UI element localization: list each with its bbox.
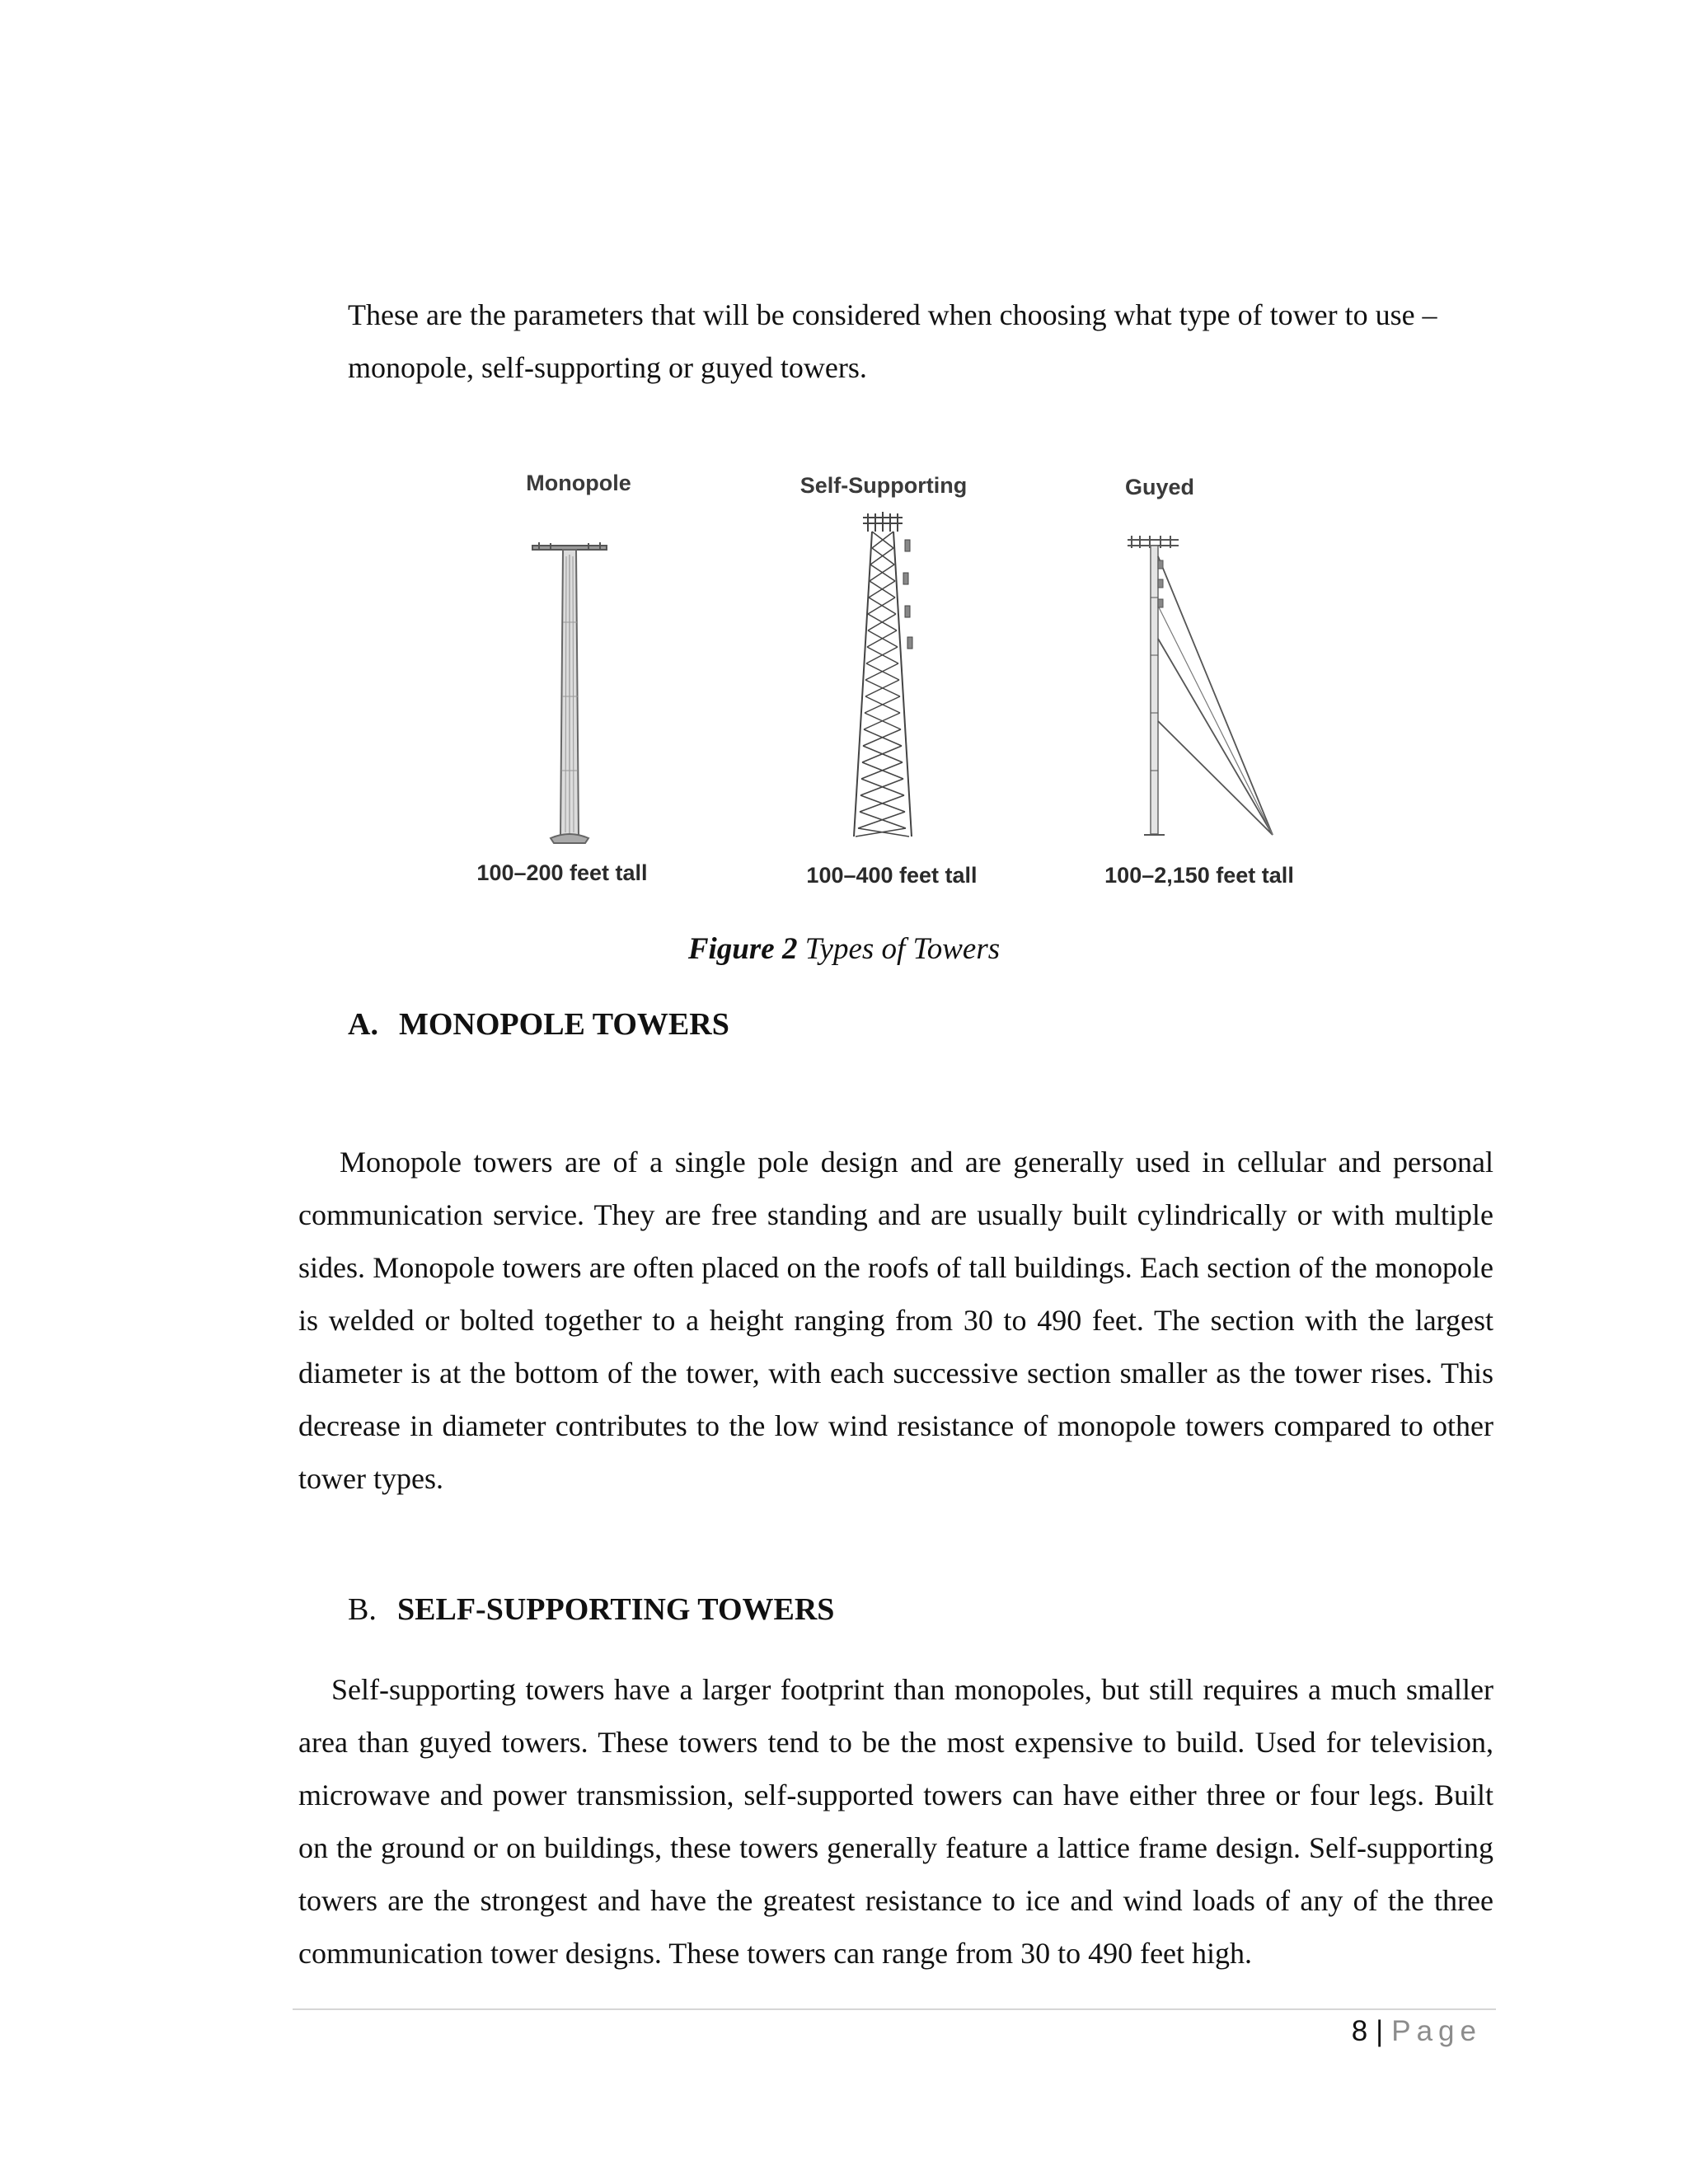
tower-height-guyed: 100–2,150 feet tall	[1104, 863, 1294, 888]
page-footer	[1352, 2011, 1482, 2052]
tower-height-monopole: 100–200 feet tall	[476, 860, 648, 885]
section-a-paragraph: Monopole towers are of a single pole design and are generally used in cellular and personal communication service. They are free standing and are usually built cylindrically or with multiple sides. Monopole towers are often placed on the roofs of tall buildings. Each section of the monopole is welded or bolted together to a height ranging from 30 to 490 feet. The section with the largest diameter is at the bottom of the tower, with each successive section smaller as the tower rises. This decrease in diameter contributes to the low wind resistance of monopole towers compared to other tower types.	[298, 1146, 1493, 1495]
section-a-letter: A.	[348, 1007, 378, 1042]
footer-divider	[293, 2008, 1496, 2010]
page-label: Page	[1391, 2015, 1482, 2047]
section-b-heading	[348, 1589, 834, 1630]
figure-caption-text: Types of Towers	[804, 932, 1001, 966]
page-number: 8	[1351, 2015, 1368, 2047]
tower-height-self-supporting: 100–400 feet tall	[806, 863, 978, 888]
figure-caption	[0, 931, 1688, 967]
tower-label-self-supporting: Self-Supporting	[799, 473, 968, 498]
section-a-title: MONOPOLE TOWERS	[399, 1007, 729, 1042]
tower-label-monopole: Monopole	[526, 471, 631, 495]
self-supporting-tower-drawing	[854, 512, 912, 837]
figure-caption-number: Figure 2	[687, 932, 798, 966]
guyed-tower-drawing	[1128, 536, 1273, 835]
section-b-title: SELF-SUPPORTING TOWERS	[397, 1592, 835, 1627]
monopole-tower-drawing	[532, 542, 607, 843]
section-b-letter: B.	[348, 1592, 377, 1627]
page-separator: |	[1376, 2015, 1384, 2047]
tower-types-diagram	[453, 457, 1343, 919]
tower-label-guyed: Guyed	[1124, 475, 1195, 499]
section-a-heading	[348, 1004, 729, 1045]
section-b-paragraph: Self-supporting towers have a larger footprint than monopoles, but still requires a much smaller area than guyed towers. These towers tend to be the most expensive to build. Used for television, microwave and power transmission, self-supported towers can have either three or four legs. Built on the ground or on buildings, these towers generally feature a lattice frame design. Self-supporting towers are the strongest and have the greatest resistance to ice and wind loads of any of the three communication tower designs. These towers can range from 30 to 490 feet high.	[298, 1673, 1493, 1970]
tower-types-figure	[453, 457, 1343, 919]
intro-paragraph: These are the parameters that will be considered when choosing what type of tower to use – monopole, self-supporting or guyed towers.	[348, 298, 1437, 384]
